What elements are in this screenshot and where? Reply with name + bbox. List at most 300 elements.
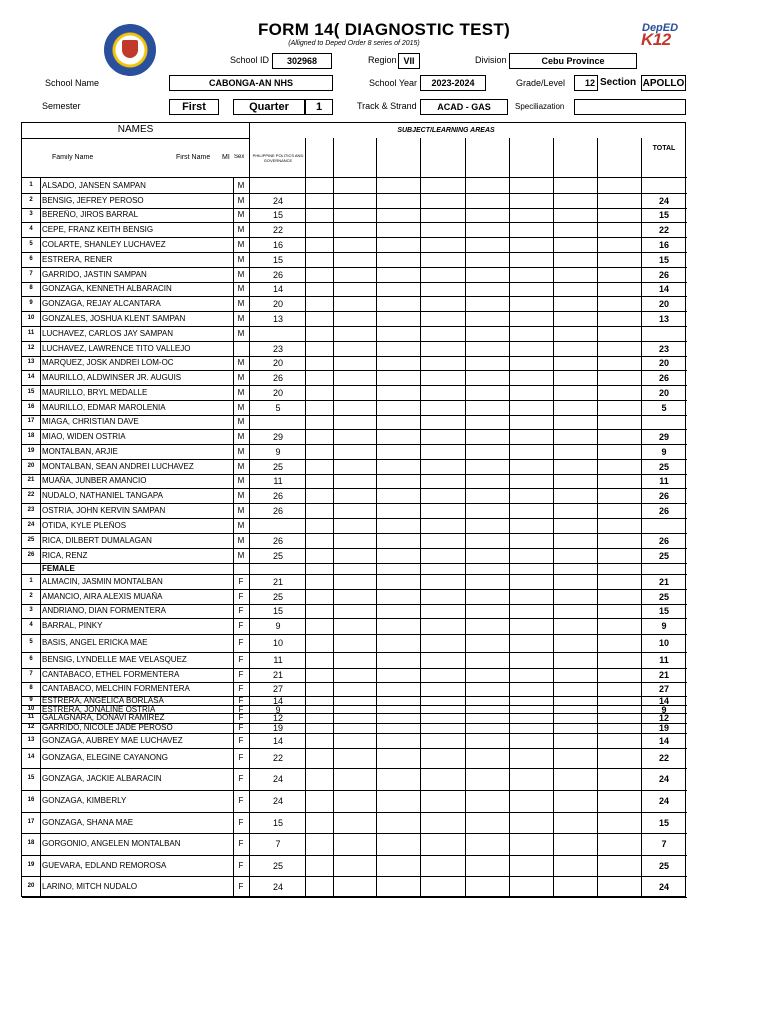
male-row-rule — [22, 385, 687, 386]
female-total-score: 24 — [658, 881, 669, 892]
female-row-rule — [22, 604, 687, 605]
female-subject1-score[interactable]: 25 — [272, 591, 283, 602]
male-subject1-score[interactable]: 22 — [272, 224, 283, 235]
male-total-score: 5 — [661, 402, 667, 413]
male-subject1-score[interactable]: 15 — [272, 210, 283, 220]
male-row-number: 23 — [27, 506, 35, 513]
female-row-rule — [22, 855, 687, 856]
female-student-name: AMANCIO, AIRA ALEXIS MUAÑA — [42, 591, 163, 601]
male-student-name: MAURILLO, ALDWINSER JR. AUGUIS — [42, 372, 182, 382]
male-subject1-score[interactable]: 13 — [272, 313, 283, 324]
section-label: Section — [600, 77, 637, 88]
male-row-number: 5 — [29, 240, 33, 247]
female-row-rule — [22, 733, 687, 734]
male-student-sex: M — [237, 239, 245, 249]
female-row-number: 6 — [29, 656, 33, 662]
male-row-rule — [22, 518, 687, 519]
female-subject1-score[interactable]: 15 — [272, 817, 283, 828]
female-student-sex: F — [238, 774, 244, 783]
female-student-sex: F — [238, 723, 244, 732]
form-subtitle: (Alligned to Deped Order 8 series of 2015) — [288, 40, 420, 47]
female-row-number: 18 — [27, 840, 35, 846]
male-row-number: 9 — [29, 299, 33, 306]
male-student-name: LUCHAVEZ, LAWRENCE TITO VALLEJO — [42, 343, 191, 353]
female-subject1-score[interactable]: 27 — [272, 684, 283, 694]
male-row-number: 3 — [29, 211, 33, 217]
k12-logo-text: K12 — [641, 30, 671, 49]
female-student-name: GONZAGA, SHANA MAE — [42, 817, 134, 827]
female-student-name: LARINO, MITCH NUDALO — [42, 881, 138, 891]
male-row-number: 21 — [27, 477, 35, 483]
female-total-score: 15 — [658, 606, 669, 616]
female-student-name: ESTRERA, JONALINE OSTRIA — [42, 705, 156, 714]
male-subject1-score[interactable]: 26 — [272, 535, 283, 546]
male-student-name: MONTALBAN, SEAN ANDREI LUCHAVEZ — [42, 461, 194, 471]
female-student-name: CANTABACO, ETHEL FORMENTERA — [42, 670, 180, 679]
female-subject1-score[interactable]: 24 — [272, 774, 283, 784]
female-subject1-score[interactable]: 7 — [275, 839, 281, 849]
female-row-number: 5 — [29, 639, 33, 645]
column-rule — [40, 177, 41, 896]
female-student-name: BASIS, ANGEL ERICKA MAE — [42, 638, 148, 647]
school-id-field[interactable]: 302968 — [272, 53, 332, 69]
male-row-number: 2 — [29, 196, 33, 203]
sex-header: Sex — [234, 154, 245, 160]
male-subject1-score[interactable]: 20 — [272, 358, 283, 368]
male-student-name: MAURILLO, BRYL MEDALLE — [42, 387, 148, 397]
male-student-name: GONZAGA, KENNETH ALBARACIN — [42, 284, 172, 293]
female-row-rule — [22, 768, 687, 769]
male-subject1-score[interactable]: 14 — [272, 284, 283, 294]
male-row-rule — [22, 400, 687, 401]
header-bottom-rule — [22, 177, 687, 178]
female-total-score: 19 — [658, 723, 669, 733]
male-student-sex: M — [237, 284, 245, 293]
female-section-header: FEMALE — [42, 564, 75, 573]
male-row-number: 12 — [27, 344, 35, 351]
female-student-sex: F — [238, 696, 244, 705]
female-row-number: 10 — [27, 706, 35, 712]
female-student-name: ESTRERA, ANGELICA BORLASA — [42, 696, 164, 705]
male-row-rule — [22, 415, 687, 416]
male-row-rule — [22, 296, 687, 297]
female-student-name: GONZAGA, JACKIE ALBARACIN — [42, 774, 162, 783]
male-student-name: ALSADO, JANSEN SAMPAN — [42, 180, 146, 190]
male-student-name: MONTALBAN, ARJIE — [42, 446, 118, 456]
semester-label: Semester — [42, 101, 81, 111]
female-subject1-score[interactable]: 21 — [272, 577, 283, 587]
male-student-sex: M — [237, 476, 245, 485]
male-total-score: 22 — [658, 224, 669, 235]
female-student-sex: F — [238, 839, 244, 848]
female-student-name: BENSIG, LYNDELLE MAE VELASQUEZ — [42, 655, 187, 664]
male-row-rule — [22, 503, 687, 504]
male-student-name: ESTRERA, RENER — [42, 254, 113, 264]
female-total-score: 9 — [661, 621, 667, 631]
mi-header: MI — [222, 154, 230, 161]
female-row-rule — [22, 897, 687, 898]
school-year-label: School Year — [369, 78, 418, 88]
female-row-number: 17 — [27, 818, 35, 825]
female-student-sex: F — [238, 817, 244, 827]
female-student-sex: F — [238, 705, 244, 714]
male-total-score: 20 — [658, 387, 669, 398]
female-student-sex: F — [238, 735, 244, 745]
region-field[interactable]: VII — [398, 53, 420, 69]
female-row-rule — [22, 668, 687, 669]
male-row-rule — [22, 326, 687, 327]
female-subject1-score[interactable]: 24 — [272, 796, 283, 806]
male-row-number: 13 — [27, 359, 35, 365]
male-total-score: 15 — [658, 210, 669, 220]
female-row-number: 19 — [27, 861, 35, 868]
male-row-rule — [22, 444, 687, 445]
female-total-score: 9 — [661, 705, 667, 715]
male-subject1-score[interactable]: 26 — [272, 505, 283, 516]
male-subject1-score[interactable]: 24 — [272, 195, 283, 206]
male-student-sex: M — [237, 520, 245, 530]
male-total-score: 11 — [659, 476, 669, 486]
male-total-score: 26 — [658, 505, 669, 516]
male-row-rule — [22, 429, 687, 430]
male-subject1-score[interactable]: 15 — [272, 254, 283, 265]
female-subject1-score[interactable]: 14 — [272, 696, 283, 706]
female-student-sex: F — [238, 753, 244, 762]
female-row-number: 1 — [29, 578, 33, 584]
male-row-rule — [22, 282, 687, 283]
male-student-sex: M — [237, 195, 245, 205]
male-row-rule — [22, 533, 687, 534]
female-student-sex: F — [238, 670, 244, 679]
female-total-score: 15 — [658, 817, 669, 828]
female-subject1-score[interactable]: 9 — [275, 705, 281, 715]
specialization-label: Speciliazation — [515, 102, 565, 111]
quarter-field[interactable]: 1 — [305, 99, 333, 115]
female-subject1-score[interactable]: 15 — [272, 606, 283, 616]
male-row-number: 25 — [27, 536, 35, 543]
male-subject1-score[interactable]: 11 — [273, 476, 283, 486]
male-row-number: 7 — [29, 270, 33, 277]
male-student-name: MAURILLO, EDMAR MAROLENIA — [42, 402, 166, 412]
male-student-sex: M — [237, 210, 245, 219]
male-student-name: OSTRIA, JOHN KERVIN SAMPAN — [42, 505, 166, 515]
male-row-number: 11 — [27, 329, 35, 336]
male-row-number: 10 — [27, 314, 35, 321]
total-header: TOTAL — [652, 145, 676, 152]
male-student-name: OTIDA, KYLE PLEÑOS — [42, 520, 127, 530]
female-total-score: 21 — [658, 577, 669, 587]
male-row-number: 15 — [27, 388, 35, 395]
female-row-rule — [22, 833, 687, 834]
female-student-name: GONZAGA, ELEGINE CAYANONG — [42, 753, 168, 762]
male-subject1-score[interactable]: 20 — [272, 387, 283, 398]
names-header: NAMES — [117, 124, 154, 135]
male-row-number: 26 — [27, 551, 35, 558]
school-name-label: School Name — [45, 78, 100, 88]
female-total-score: 14 — [658, 696, 669, 706]
school-year-field[interactable]: 2023-2024 — [420, 75, 486, 91]
male-row-rule — [22, 488, 687, 489]
male-student-sex: M — [237, 431, 245, 441]
male-row-rule — [22, 474, 687, 475]
male-student-name: RICA, DILBERT DUMALAGAN — [42, 535, 152, 545]
female-row-rule — [22, 634, 687, 635]
male-student-name: CEPE, FRANZ KEITH BENSIG — [42, 224, 154, 234]
male-student-sex: M — [237, 224, 245, 234]
female-subject1-score[interactable]: 25 — [272, 860, 283, 871]
deped-logo-text: DepED — [642, 22, 679, 34]
school-name-field[interactable]: CABONGA-AN NHS — [169, 75, 333, 91]
female-row-rule — [22, 589, 687, 590]
female-row-rule — [22, 812, 687, 813]
female-header-rule — [22, 574, 687, 575]
female-row-rule — [22, 618, 687, 619]
female-student-sex: F — [238, 655, 244, 664]
female-row-number: 11 — [27, 714, 35, 720]
female-student-sex: F — [238, 591, 244, 601]
division-field[interactable]: Cebu Province — [509, 53, 637, 69]
male-student-sex: M — [237, 490, 245, 500]
male-subject1-score[interactable]: 16 — [272, 239, 283, 250]
male-subject1-score[interactable]: 25 — [272, 550, 283, 561]
male-total-score: 13 — [658, 313, 669, 324]
male-subject1-score[interactable]: 26 — [272, 269, 283, 280]
male-student-sex: M — [237, 254, 245, 264]
male-row-number: 24 — [27, 521, 35, 528]
male-student-sex: M — [237, 550, 245, 560]
female-student-name: ANDRIANO, DIAN FORMENTERA — [42, 606, 167, 615]
female-row-number: 12 — [27, 724, 35, 730]
female-total-score: 21 — [658, 670, 669, 680]
male-subject1-score[interactable]: 26 — [272, 490, 283, 501]
female-total-score: 10 — [658, 638, 669, 648]
female-row-number: 9 — [29, 697, 33, 703]
male-student-name: LUCHAVEZ, CARLOS JAY SAMPAN — [42, 328, 173, 338]
male-student-sex: M — [237, 313, 245, 323]
male-row-rule — [22, 370, 687, 371]
female-student-sex: F — [238, 684, 244, 693]
male-row-rule — [22, 356, 687, 357]
male-row-number: 17 — [27, 418, 35, 424]
male-student-name: GONZAGA, REJAY ALCANTARA — [42, 298, 161, 308]
female-subject1-score[interactable]: 11 — [273, 655, 283, 665]
male-subject1-score[interactable]: 29 — [272, 431, 283, 442]
male-total-score: 9 — [661, 446, 667, 457]
female-total-score: 12 — [658, 713, 669, 723]
region-label: Region — [368, 55, 397, 65]
male-subject1-score[interactable]: 20 — [272, 298, 283, 309]
male-student-sex: M — [237, 358, 245, 367]
male-student-sex: M — [237, 387, 245, 397]
male-total-score: 24 — [658, 195, 669, 206]
male-row-rule — [22, 341, 687, 342]
female-row-rule — [22, 876, 687, 877]
female-row-number: 3 — [29, 607, 33, 613]
male-total-score: 25 — [658, 461, 669, 472]
diagnostic-test-table — [21, 122, 686, 897]
female-student-name: GORGONIO, ANGELEN MONTALBAN — [42, 839, 181, 848]
male-student-name: GONZALES, JOSHUA KLENT SAMPAN — [42, 313, 186, 323]
male-row-rule — [22, 208, 687, 209]
female-total-score: 24 — [658, 796, 669, 806]
female-student-sex: F — [238, 638, 244, 647]
grade-level-label: Grade/Level — [516, 78, 566, 88]
school-id-label: School ID — [230, 55, 270, 65]
male-student-name: COLARTE, SHANLEY LUCHAVEZ — [42, 239, 166, 249]
track-strand-label: Track & Strand — [357, 101, 417, 111]
male-row-rule — [22, 222, 687, 223]
male-row-rule — [22, 237, 687, 238]
deped-k12-logo — [640, 22, 684, 50]
male-total-score: 26 — [658, 269, 669, 280]
male-subject1-score[interactable]: 23 — [272, 343, 283, 354]
female-student-sex: F — [238, 621, 244, 630]
male-subject1-score[interactable]: 26 — [272, 372, 283, 383]
female-total-score: 25 — [658, 860, 669, 871]
male-row-number: 20 — [27, 462, 35, 469]
female-subject1-score[interactable]: 21 — [272, 670, 283, 680]
male-student-sex: M — [237, 505, 245, 515]
male-row-number: 8 — [29, 285, 33, 291]
male-row-number: 22 — [27, 491, 35, 498]
male-student-sex: M — [237, 446, 245, 456]
male-student-name: MARQUEZ, JOSK ANDREI LOM-OC — [42, 358, 174, 367]
male-total-score: 26 — [658, 535, 669, 546]
male-total-score: 20 — [658, 298, 669, 309]
female-row-number: 15 — [27, 775, 35, 781]
male-student-sex: M — [237, 535, 245, 545]
male-total-score: 20 — [658, 358, 669, 368]
female-student-sex: F — [238, 577, 244, 586]
male-student-sex: M — [237, 269, 245, 279]
division-label: Division — [475, 55, 507, 65]
male-subject1-score[interactable]: 25 — [272, 461, 283, 472]
female-row-rule — [22, 748, 687, 749]
male-row-number: 16 — [27, 403, 35, 410]
female-student-sex: F — [238, 860, 244, 870]
male-row-rule — [22, 267, 687, 268]
male-row-number: 6 — [29, 255, 33, 262]
male-row-number: 18 — [27, 432, 35, 439]
names-header-rule — [22, 138, 250, 139]
male-row-number: 19 — [27, 447, 35, 454]
female-subject1-score[interactable]: 24 — [272, 881, 283, 892]
male-total-score: 23 — [658, 343, 669, 354]
male-row-rule — [22, 252, 687, 253]
female-student-name: CANTABACO, MELCHIN FORMENTERA — [42, 684, 190, 693]
female-total-score: 14 — [658, 735, 669, 746]
female-total-score: 27 — [658, 684, 669, 694]
female-student-name: GONZAGA, AUBREY MAE LUCHAVEZ — [42, 735, 183, 745]
male-student-sex: M — [237, 461, 245, 471]
subject-areas-header: SUBJECT/LEARNING AREAS — [397, 127, 495, 134]
male-student-name: RICA, RENZ — [42, 550, 88, 560]
quarter-label: Quarter — [233, 99, 305, 115]
female-row-rule — [22, 652, 687, 653]
male-total-score: 16 — [658, 239, 669, 250]
female-total-score: 22 — [658, 753, 669, 763]
specialization-field[interactable] — [574, 99, 686, 115]
male-student-name: MIAO, WIDEN OSTRIA — [42, 431, 126, 441]
female-row-rule — [22, 790, 687, 791]
female-row-number: 16 — [27, 797, 35, 803]
male-subject1-score[interactable]: 5 — [275, 402, 281, 413]
male-row-number: 4 — [29, 225, 33, 232]
female-total-score: 25 — [658, 591, 669, 602]
male-row-rule — [22, 193, 687, 194]
male-total-score: 26 — [658, 490, 669, 501]
male-row-rule — [22, 548, 687, 549]
male-student-name: MUAÑA, JUNBER AMANCIO — [42, 476, 147, 485]
female-subject1-score[interactable]: 22 — [272, 753, 283, 763]
female-student-name: GALAGNARA, DONAVI RAMIREZ — [42, 713, 165, 722]
male-total-score: 29 — [658, 431, 669, 442]
grade-level-field[interactable]: 12 — [574, 75, 598, 91]
female-row-number: 7 — [29, 671, 33, 677]
female-subject1-score[interactable]: 14 — [272, 735, 283, 746]
section-field[interactable]: APOLLO — [641, 75, 686, 91]
female-row-number: 2 — [29, 592, 33, 599]
male-student-name: BEREÑO, JIROS BARRAL — [42, 210, 139, 219]
male-student-sex: M — [237, 402, 245, 412]
male-row-number: 14 — [27, 373, 35, 380]
male-student-sex: M — [237, 298, 245, 308]
male-student-sex: M — [237, 180, 245, 190]
male-row-rule — [22, 459, 687, 460]
male-student-sex: M — [237, 328, 245, 338]
female-total-score: 7 — [661, 839, 667, 849]
female-student-name: GARRIDO, NICOLE JADE PEROSO — [42, 723, 173, 732]
female-row-number: 20 — [27, 882, 35, 889]
female-student-name: GONZAGA, KIMBERLY — [42, 796, 127, 805]
female-row-number: 13 — [27, 736, 35, 743]
male-student-name: GARRIDO, JASTIN SAMPAN — [42, 269, 147, 279]
male-student-name: MIAGA, CHRISTIAN DAVE — [42, 417, 139, 426]
female-total-score: 11 — [659, 655, 669, 665]
male-row-rule — [22, 311, 687, 312]
female-subject1-score[interactable]: 9 — [275, 621, 281, 631]
male-total-score: 25 — [658, 550, 669, 561]
male-student-name: BENSIG, JEFREY PEROSO — [42, 195, 144, 205]
male-student-name: NUDALO, NATHANIEL TANGAPA — [42, 490, 163, 500]
track-strand-field[interactable]: ACAD - GAS — [420, 99, 508, 115]
female-student-name: BARRAL, PINKY — [42, 621, 103, 630]
female-subject1-score[interactable]: 19 — [272, 723, 283, 733]
female-student-sex: F — [238, 881, 244, 891]
semester-field[interactable]: First — [169, 99, 219, 115]
female-student-sex: F — [238, 713, 244, 722]
male-row-rule — [22, 563, 687, 564]
male-row-number: 1 — [29, 181, 33, 188]
male-subject1-score[interactable]: 9 — [275, 446, 281, 457]
female-student-sex: F — [238, 606, 244, 615]
female-student-name: ALMACIN, JASMIN MONTALBAN — [42, 577, 163, 586]
male-total-score: 26 — [658, 372, 669, 383]
male-total-score: 14 — [658, 284, 669, 294]
female-row-number: 8 — [29, 685, 33, 691]
female-total-score: 24 — [658, 774, 669, 784]
female-subject1-score[interactable]: 12 — [272, 713, 283, 723]
female-row-number: 4 — [29, 622, 33, 628]
subject1-header: PHILIPPINE POLITICS AND GOVERNANCE — [252, 153, 304, 163]
female-subject1-score[interactable]: 10 — [272, 638, 283, 648]
first-name-header: First Name — [176, 154, 211, 161]
female-student-sex: F — [238, 796, 244, 805]
male-student-sex: M — [237, 417, 245, 426]
male-student-sex: M — [237, 372, 245, 382]
male-total-score: 15 — [658, 254, 669, 265]
family-name-header: Family Name — [52, 154, 94, 161]
